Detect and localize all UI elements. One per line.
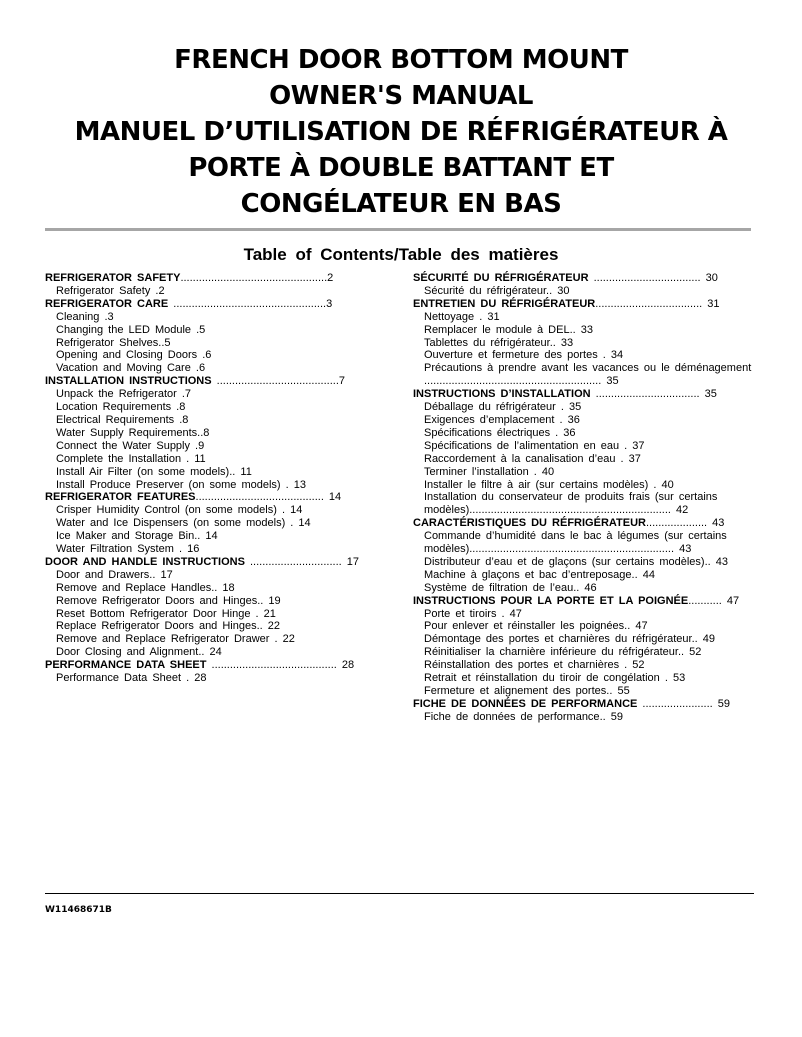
toc-subentry[interactable] bbox=[413, 324, 785, 337]
toc-entry-label: Connect the Water Supply bbox=[56, 439, 190, 452]
toc-entry-label: Spécifications de l’alimentation en eau bbox=[424, 439, 620, 452]
toc-entry-leader: ....................... bbox=[637, 697, 713, 710]
english-toc-column bbox=[45, 272, 390, 685]
toc-entry-label: Door and Drawers bbox=[56, 568, 150, 581]
toc-entry-leader: . bbox=[181, 672, 190, 685]
toc-entry-page: 24 bbox=[204, 646, 222, 659]
toc-subentry[interactable] bbox=[45, 285, 390, 298]
footer-divider bbox=[45, 893, 754, 894]
toc-entry-label: Opening and Closing Doors bbox=[56, 349, 198, 362]
toc-subentry[interactable] bbox=[45, 427, 390, 440]
toc-entry-page: 43 bbox=[710, 555, 728, 568]
toc-subentry[interactable] bbox=[45, 595, 390, 608]
toc-entry-page: 19 bbox=[263, 594, 281, 607]
toc-subentry[interactable] bbox=[413, 491, 785, 517]
toc-subentry[interactable] bbox=[413, 582, 785, 595]
toc-entry-page: 49 bbox=[697, 633, 716, 646]
toc-entry-label: Install Air Filter (on some models) bbox=[56, 465, 230, 478]
toc-subentry[interactable] bbox=[413, 608, 785, 621]
toc-subentry[interactable] bbox=[413, 427, 785, 440]
toc-entry-page: 3 bbox=[107, 310, 114, 323]
toc-section-entry[interactable] bbox=[45, 556, 390, 569]
toc-entry-label: Refrigerator Shelves bbox=[56, 336, 159, 349]
toc-entry-page: 43 bbox=[674, 543, 692, 556]
toc-entry-label: Réinstallation des portes et charnières bbox=[424, 659, 620, 672]
toc-entry-label: Remplacer le module à DEL bbox=[424, 323, 570, 336]
toc-entry-label: REFRIGERATOR FEATURES bbox=[45, 491, 196, 504]
toc-subentry[interactable] bbox=[45, 530, 390, 543]
toc-entry-page: 2 bbox=[158, 284, 165, 297]
toc-subentry[interactable] bbox=[413, 453, 785, 466]
toc-entry-page: 47 bbox=[504, 607, 522, 620]
toc-entry-label: INSTALLATION INSTRUCTIONS bbox=[45, 375, 212, 388]
toc-subentry[interactable] bbox=[413, 285, 785, 298]
toc-entry-leader: . bbox=[191, 323, 200, 336]
french-toc-column bbox=[413, 272, 785, 724]
toc-entry-label: Sécurité du réfrigérateur bbox=[424, 284, 547, 297]
title-line: MANUEL D’UTILISATION DE RÉFRIGÉRATEUR À bbox=[74, 117, 728, 147]
toc-entry-page: 33 bbox=[575, 323, 593, 336]
toc-entry-label: REFRIGERATOR SAFETY bbox=[45, 272, 181, 284]
toc-entry-page: 47 bbox=[630, 620, 648, 633]
toc-entry-page: 14 bbox=[200, 530, 218, 543]
toc-subentry[interactable] bbox=[45, 466, 390, 479]
toc-section-entry[interactable] bbox=[413, 272, 785, 285]
toc-entry-label: Location Requirements bbox=[56, 401, 172, 414]
toc-subentry[interactable] bbox=[45, 349, 390, 362]
toc-entry-leader: .. bbox=[599, 710, 606, 723]
toc-entry-leader: ........... bbox=[688, 594, 722, 607]
toc-entry-leader: .................................. bbox=[590, 388, 700, 401]
toc-entry-label: Door Closing and Alignment bbox=[56, 646, 199, 659]
toc-entry-label: Installer le filtre à air (sur certains modèles) bbox=[424, 478, 649, 491]
document-code: W11468671B bbox=[45, 905, 112, 915]
toc-entry-leader: .. bbox=[197, 426, 204, 439]
toc-subentry[interactable] bbox=[413, 633, 785, 646]
toc-entry-label: ENTRETIEN DU RÉFRIGÉRATEUR bbox=[413, 297, 596, 310]
title-line: CONGÉLATEUR EN BAS bbox=[240, 189, 562, 219]
toc-entry-label: Spécifications électriques bbox=[424, 426, 551, 439]
toc-entry-leader: .................................................................. bbox=[469, 504, 671, 517]
toc-entry-leader: .. bbox=[549, 336, 556, 349]
toc-entry-page: 17 bbox=[155, 568, 173, 581]
toc-section-entry[interactable] bbox=[45, 491, 390, 504]
toc-entry-page: 44 bbox=[637, 568, 655, 581]
toc-subentry[interactable] bbox=[45, 504, 390, 517]
toc-entry-label: Remove Refrigerator Doors and Hinges bbox=[56, 594, 258, 607]
toc-entry-page: 37 bbox=[623, 452, 641, 465]
toc-entry-leader: . bbox=[285, 517, 294, 530]
toc-entry-leader: . bbox=[597, 349, 606, 362]
toc-entry-page: 53 bbox=[667, 672, 686, 685]
toc-subentry[interactable] bbox=[45, 362, 390, 375]
toc-entry-label: Remove and Replace Handles bbox=[56, 581, 212, 594]
toc-entry-page: 52 bbox=[684, 646, 702, 659]
toc-entry-leader: . bbox=[190, 362, 199, 375]
toc-subentry[interactable] bbox=[45, 672, 390, 685]
toc-entry-page: 14 bbox=[285, 504, 303, 517]
toc-entry-page: 8 bbox=[203, 426, 210, 439]
toc-subentry[interactable] bbox=[413, 569, 785, 582]
toc-entry-label: Refrigerator Safety bbox=[56, 284, 151, 297]
toc-subentry[interactable] bbox=[413, 401, 785, 414]
toc-entry-leader: .......................................................... bbox=[424, 375, 602, 388]
toc-entry-page: 28 bbox=[336, 659, 355, 672]
toc-entry-leader: .. bbox=[631, 568, 638, 581]
toc-entry-label: Reset Bottom Refrigerator Door Hinge bbox=[56, 607, 251, 620]
toc-entry-page: 17 bbox=[341, 555, 359, 568]
toc-entry-leader: . bbox=[648, 478, 657, 491]
toc-entry-label: Unpack the Refrigerator bbox=[56, 388, 177, 401]
toc-heading: Table of Contents/Table des matières bbox=[243, 245, 559, 264]
toc-entry-leader: ......................................... bbox=[206, 659, 337, 672]
toc-subentry[interactable] bbox=[413, 646, 785, 659]
toc-entry-page: 3 bbox=[326, 297, 333, 310]
toc-entry-page: 22 bbox=[262, 620, 281, 633]
toc-entry-label: Crisper Humidity Control (on some models) bbox=[56, 504, 277, 517]
title-line: PORTE À DOUBLE BATTANT ET bbox=[188, 153, 614, 183]
toc-entry-page: 52 bbox=[627, 659, 645, 672]
toc-subentry[interactable] bbox=[413, 672, 785, 685]
toc-entry-page: 28 bbox=[189, 672, 207, 685]
toc-entry-page: 11 bbox=[189, 452, 206, 465]
toc-subentry[interactable] bbox=[45, 324, 390, 337]
toc-entry-page: 31 bbox=[702, 297, 720, 310]
toc-entry-leader: .. bbox=[198, 646, 205, 659]
toc-entry-label: Porte et tiroirs bbox=[424, 607, 497, 620]
toc-entry-page: 8 bbox=[182, 413, 189, 426]
toc-entry-label: FICHE DE DONNÉES DE PERFORMANCE bbox=[413, 697, 638, 710]
toc-entry-page: 33 bbox=[555, 336, 574, 349]
toc-entry-leader: . bbox=[250, 607, 259, 620]
toc-subentry[interactable] bbox=[45, 337, 390, 350]
toc-entry-page: 36 bbox=[558, 426, 576, 439]
toc-entry-page: 5 bbox=[164, 336, 171, 349]
toc-entry-page: 30 bbox=[700, 272, 718, 284]
toc-entry-leader: .. bbox=[158, 336, 165, 349]
toc-subentry[interactable] bbox=[413, 440, 785, 453]
toc-entry-label: REFRIGERATOR CARE bbox=[45, 297, 169, 310]
toc-entry-leader: . bbox=[174, 413, 183, 426]
toc-entry-leader: . bbox=[276, 504, 286, 517]
toc-entry-leader: ................................... bbox=[588, 272, 701, 284]
toc-section-entry[interactable] bbox=[45, 659, 390, 672]
toc-subentry[interactable] bbox=[45, 440, 390, 453]
toc-entry-leader: . bbox=[619, 659, 628, 672]
toc-entry-page: 59 bbox=[605, 710, 623, 723]
toc-entry-leader: .. bbox=[194, 530, 201, 543]
toc-entry-leader: .. bbox=[257, 594, 264, 607]
toc-entry-label: Fermeture et alignement des portes bbox=[424, 685, 607, 697]
toc-entry-leader: .......................................... bbox=[195, 491, 324, 504]
toc-entry-leader: . bbox=[181, 452, 190, 465]
toc-subentry[interactable] bbox=[413, 311, 785, 324]
toc-section-entry[interactable] bbox=[413, 517, 785, 530]
title-line: FRENCH DOOR BOTTOM MOUNT bbox=[174, 45, 628, 75]
toc-entry-label: Ice Maker and Storage Bin bbox=[56, 530, 195, 543]
toc-section-entry[interactable] bbox=[45, 375, 390, 388]
toc-entry-label: INSTRUCTIONS D’INSTALLATION bbox=[413, 388, 591, 401]
toc-entry-page: 35 bbox=[601, 375, 619, 388]
toc-entry-page: 13 bbox=[288, 478, 307, 491]
toc-entry-page: 8 bbox=[179, 401, 186, 414]
toc-entry-page: 46 bbox=[579, 581, 597, 594]
toc-subentry[interactable] bbox=[45, 582, 390, 595]
toc-entry-leader: . bbox=[615, 452, 624, 465]
toc-subentry[interactable] bbox=[45, 414, 390, 427]
toc-entry-label: Changing the LED Module bbox=[56, 323, 192, 336]
toc-subentry[interactable] bbox=[413, 349, 785, 362]
toc-entry-page: 21 bbox=[258, 607, 276, 620]
toc-entry-leader: .. bbox=[256, 620, 263, 633]
title-divider bbox=[45, 228, 751, 231]
toc-entry-label: Install Produce Preserver (on some models) bbox=[56, 478, 281, 491]
toc-entry-leader: .. bbox=[624, 620, 631, 633]
toc-entry-leader: .................... bbox=[645, 517, 708, 530]
toc-entry-label: Water Filtration System bbox=[56, 543, 174, 556]
toc-entry-page: 22 bbox=[277, 633, 295, 646]
toc-entry-leader: .............................. bbox=[244, 555, 342, 568]
toc-section-entry[interactable] bbox=[413, 595, 785, 608]
toc-entry-leader: .. bbox=[149, 568, 156, 581]
toc-entry-leader: .. bbox=[606, 685, 613, 697]
toc-entry-label: Electrical Requirements bbox=[56, 413, 175, 426]
toc-entry-page: 40 bbox=[536, 465, 555, 478]
toc-entry-label: Vacation and Moving Care bbox=[56, 362, 191, 375]
toc-entry-label: Exigences d’emplacement bbox=[424, 413, 555, 426]
toc-subentry[interactable] bbox=[413, 711, 785, 724]
toc-entry-leader: . bbox=[190, 439, 199, 452]
toc-entry-label: Précautions à prendre avant les vacances ou le déménagement bbox=[424, 362, 752, 375]
toc-entry-page: 14 bbox=[323, 491, 342, 504]
toc-subentry[interactable] bbox=[413, 685, 785, 698]
toc-entry-label: Retrait et réinstallation du tiroir de congélation bbox=[424, 672, 660, 685]
toc-entry-label: DOOR AND HANDLE INSTRUCTIONS bbox=[45, 555, 245, 568]
toc-subentry[interactable] bbox=[45, 453, 390, 466]
toc-subentry[interactable] bbox=[45, 479, 390, 492]
toc-subentry[interactable] bbox=[45, 569, 390, 582]
toc-subentry[interactable] bbox=[45, 311, 390, 324]
toc-subentry[interactable] bbox=[413, 466, 785, 479]
toc-entry-label: Ouverture et fermeture des portes bbox=[424, 349, 598, 362]
toc-entry-leader: . bbox=[554, 413, 563, 426]
toc-entry-leader: ........................................ bbox=[211, 375, 339, 388]
toc-entry-label: Installation du conservateur de produits frais (sur certains modèles) bbox=[424, 491, 718, 517]
toc-entry-leader: ................................................................... bbox=[469, 543, 675, 556]
toc-entry-label: PERFORMANCE DATA SHEET bbox=[45, 659, 207, 672]
toc-subentry[interactable] bbox=[45, 517, 390, 530]
toc-entry-leader: . bbox=[280, 478, 289, 491]
toc-entry-page: 7 bbox=[338, 375, 346, 388]
toc-entry-label: Water Supply Requirements bbox=[56, 426, 198, 439]
toc-entry-leader: .. bbox=[573, 581, 580, 594]
toc-entry-leader: . bbox=[150, 284, 159, 297]
toc-subentry[interactable] bbox=[45, 608, 390, 621]
toc-entry-label: Réinitialiser la charnière inférieure du réfrigérateur bbox=[424, 646, 678, 659]
toc-entry-leader: . bbox=[269, 633, 278, 646]
toc-section-entry[interactable] bbox=[413, 388, 785, 401]
toc-entry-leader: .. bbox=[691, 633, 698, 646]
toc-entry-label: Système de filtration de l’eau bbox=[424, 581, 574, 594]
toc-entry-page: 9 bbox=[198, 439, 205, 452]
toc-subentry[interactable] bbox=[413, 414, 785, 427]
toc-entry-page: 11 bbox=[235, 465, 252, 478]
toc-section-entry[interactable] bbox=[45, 272, 390, 285]
toc-entry-label: Cleaning bbox=[56, 310, 100, 323]
toc-entry-leader: . bbox=[99, 310, 108, 323]
toc-entry-label: Terminer l’installation bbox=[424, 465, 529, 478]
toc-subentry[interactable] bbox=[413, 337, 785, 350]
toc-entry-page: 55 bbox=[612, 685, 630, 697]
toc-section-entry[interactable] bbox=[45, 298, 390, 311]
toc-subentry[interactable] bbox=[45, 620, 390, 633]
toc-entry-page: 36 bbox=[562, 413, 580, 426]
toc-entry-leader: . bbox=[176, 388, 185, 401]
toc-entry-label: Tablettes du réfrigérateur bbox=[424, 336, 550, 349]
toc-entry-page: 35 bbox=[699, 388, 717, 401]
toc-entry-label: Performance Data Sheet bbox=[56, 672, 182, 685]
toc-entry-page: 14 bbox=[293, 517, 311, 530]
title-line: OWNER'S MANUAL bbox=[269, 81, 533, 111]
toc-entry-leader: .. bbox=[229, 465, 236, 478]
toc-entry-leader: .. bbox=[546, 284, 553, 297]
toc-entry-page: 5 bbox=[199, 323, 206, 336]
toc-entry-label: Pour enlever et réinstaller les poignées bbox=[424, 620, 625, 633]
toc-subentry[interactable] bbox=[413, 620, 785, 633]
toc-entry-page: 34 bbox=[605, 349, 624, 362]
toc-entry-label: Machine à glaçons et bac d’entreposage bbox=[424, 568, 632, 581]
toc-entry-leader: . bbox=[550, 426, 559, 439]
toc-entry-leader: . bbox=[496, 607, 505, 620]
toc-entry-label: Raccordement à la canalisation d’eau bbox=[424, 452, 616, 465]
toc-entry-leader: . bbox=[474, 310, 483, 323]
toc-subentry[interactable] bbox=[413, 530, 785, 556]
toc-entry-page: 30 bbox=[552, 284, 570, 297]
toc-entry-label: Fiche de données de performance bbox=[424, 710, 600, 723]
toc-entry-page: 40 bbox=[656, 478, 674, 491]
toc-entry-label: Déballage du réfrigérateur bbox=[424, 401, 556, 414]
toc-subentry[interactable] bbox=[413, 479, 785, 492]
toc-entry-leader: ................................... bbox=[595, 297, 703, 310]
toc-subentry[interactable] bbox=[45, 633, 390, 646]
toc-entry-label: INSTRUCTIONS POUR LA PORTE ET LA POIGNÉE bbox=[413, 594, 689, 607]
toc-entry-leader: .. bbox=[704, 555, 711, 568]
toc-entry-page: 6 bbox=[198, 362, 206, 375]
toc-subentry[interactable] bbox=[413, 556, 785, 569]
toc-subentry[interactable] bbox=[45, 388, 390, 401]
toc-entry-label: Water and Ice Dispensers (on some models) bbox=[56, 517, 286, 530]
toc-entry-leader: . bbox=[555, 401, 564, 414]
toc-subentry[interactable] bbox=[413, 362, 785, 388]
toc-entry-page: 37 bbox=[627, 439, 645, 452]
toc-entry-page: 35 bbox=[563, 401, 582, 414]
toc-entry-page: 47 bbox=[721, 594, 740, 607]
toc-entry-label: Démontage des portes et charnières du réfrigérateur bbox=[424, 633, 692, 646]
toc-entry-page: 43 bbox=[707, 517, 725, 530]
toc-entry-page: 6 bbox=[205, 349, 212, 362]
toc-entry-label: Complete the Installation bbox=[56, 452, 182, 465]
toc-entry-label: Remove and Replace Refrigerator Drawer bbox=[56, 633, 270, 646]
toc-entry-leader: . bbox=[171, 401, 180, 414]
toc-subentry[interactable] bbox=[45, 401, 390, 414]
toc-entry-page: 7 bbox=[184, 388, 192, 401]
toc-entry-page: 18 bbox=[217, 581, 235, 594]
manual-title bbox=[30, 42, 772, 222]
toc-entry-leader: . bbox=[528, 465, 537, 478]
toc-entry-label: Nettoyage bbox=[424, 310, 475, 323]
toc-entry-page: 2 bbox=[327, 272, 334, 284]
toc-entry-leader: . bbox=[173, 543, 183, 556]
toc-entry-leader: . bbox=[659, 672, 668, 685]
toc-subentry[interactable] bbox=[413, 659, 785, 672]
toc-entry-label: Distributeur d’eau et de glaçons (sur certains modèles) bbox=[424, 555, 705, 568]
toc-entry-leader: .. bbox=[569, 323, 576, 336]
toc-entry-leader: ................................................ bbox=[180, 272, 328, 284]
toc-entry-leader: . bbox=[197, 349, 206, 362]
toc-section-entry[interactable] bbox=[413, 298, 785, 311]
toc-entry-label: SÉCURITÉ DU RÉFRIGÉRATEUR bbox=[413, 272, 589, 284]
toc-subentry[interactable] bbox=[45, 646, 390, 659]
toc-entry-leader: . bbox=[619, 439, 628, 452]
toc-entry-page: 59 bbox=[712, 697, 731, 710]
toc-entry-leader: .................................................. bbox=[168, 297, 327, 310]
toc-subentry[interactable] bbox=[45, 543, 390, 556]
toc-entry-leader: .. bbox=[677, 646, 685, 659]
toc-entry-leader: .. bbox=[211, 581, 218, 594]
toc-entry-page: 16 bbox=[182, 543, 200, 556]
toc-entry-page: 42 bbox=[670, 504, 689, 517]
toc-entry-label: Replace Refrigerator Doors and Hinges bbox=[56, 620, 257, 633]
toc-entry-label: CARACTÉRISTIQUES DU RÉFRIGÉRATEUR bbox=[413, 517, 646, 530]
toc-section-entry[interactable] bbox=[413, 698, 785, 711]
toc-entry-page: 31 bbox=[482, 310, 500, 323]
toc-entry-label: Commande d’humidité dans le bac à légumes (sur certains modèles) bbox=[424, 530, 727, 556]
